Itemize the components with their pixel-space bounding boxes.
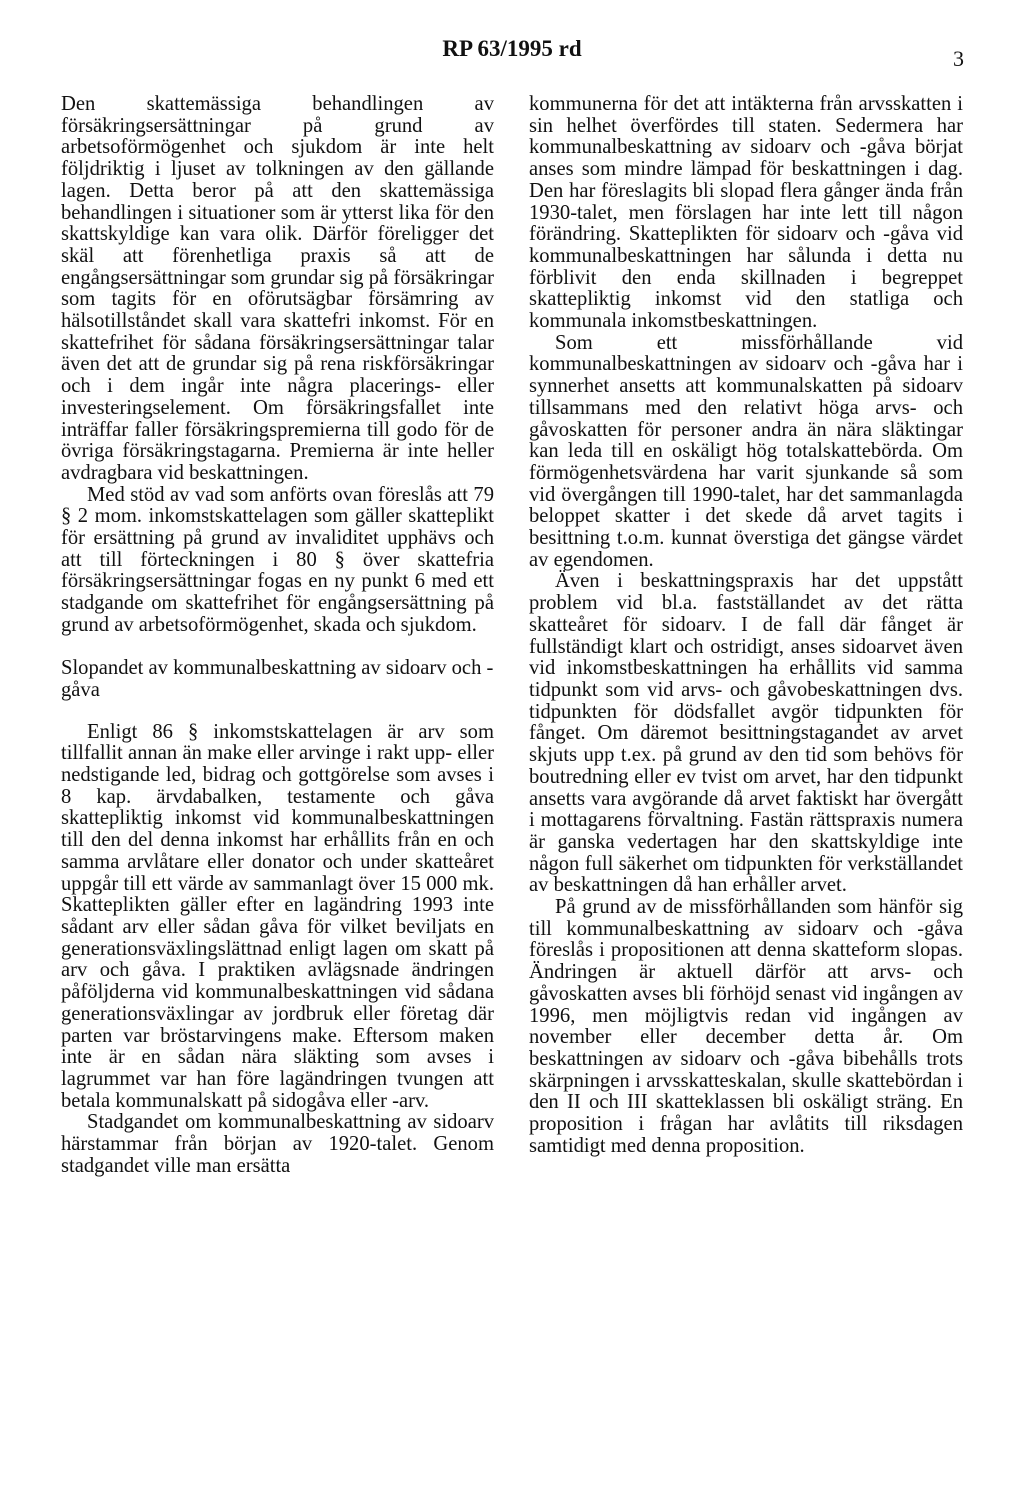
left-paragraph-3: Enligt 86 § inkomstskattelagen är arv som tillfallit annan än make eller arvinge i rakt upp- eller nedstigande led, bidrag och gottgörelse som avses i 8 kap. ärvdabalken, testamente och gåva skattepliktig inkomst vid kommunalbeskattningen till den del denna inkomst har erhållits från en och samma arvlåtare eller donator och under skatteåret uppgår till ett värde av sammanlagt över 15 000 mk. Skatteplikten gäller efter en lagändring 1993 inte sådant arv eller sådan gåva för vilket beviljats en generationsväxlingslättnad enligt lagen om skatt på arv och gåva. I praktiken avlägsnade ändringen påföljderna vid kommunalbeskattningen vid sådana generationsväxlingar av jordbruk eller företag där parten var bröstarvingens make. Eftersom maken inte är en sådan nära släkting som avses i lagrummet var han före lagändringen tvungen att betala kommunalskatt på sidogåva eller -arv. [61, 720, 494, 1112]
section-heading: Slopandet av kommunalbeskattning av sidoarv och -gåva [61, 657, 494, 701]
right-paragraph-1: kommunerna för det att intäkterna från arvsskatten i sin helhet överfördes till staten. Sedermera har kommunalbeskattning av sidoarv och -gåva börjat anses som mindre lämpad för beskattningen i dag. Den har föreslagits bli slopad flera gånger ända från 1930-talet, men förslagen har inte lett till någon förändring. Skatteplikten för sidoarv och -gåva vid kommunalbeskattningen har sålunda i detta nu förblivit den enda skillnaden i begreppet skattepliktig inkomst vid den statliga och kommunala inkomstbeskattningen. [529, 93, 963, 333]
running-header-title: RP 63/1995 rd [442, 36, 582, 61]
page-number: 3 [953, 46, 964, 71]
section-spacer [61, 637, 494, 659]
left-paragraph-2: Med stöd av vad som anförts ovan föreslås att 79 § 2 mom. inkomstskattelagen som gäller skatteplikt för ersättning på grund av invaliditet upphävs och att till förteckningen i 80 § över skattefria försäkringsersättningar fogas en ny punkt 6 med ett stadgande om skattefrihet för engångsersättning på grund av arbetsoförmögenhet, skada och sjukdom. [61, 483, 494, 636]
section-spacer [61, 702, 494, 722]
right-paragraph-3: Även i beskattningspraxis har det uppstått problem vid bl.a. fastställandet av det rätta skatteåret för sidoarv. I de fall där fånget är fullständigt klart och ostridigt, anses sidoarvet även vid inkomstbeskattningen ha erhållits vid samma tidpunkt som vid arvs- och gåvobeskattningen dvs. tidpunkten för dödsfallet avgör tidpunkten för fånget. Om däremot besittningstagandet av arvet skjuts upp t.ex. på grund av den tid som behövs för boutredning eller ev tvist om arvet, har den tidpunkt ansetts vara avgörande då arvet faktiskt har övergått i mottagarens förvaltning. Fastän rättspraxis numera är ganska vedertagen har den skattskyldige inte någon full säkerhet om tidpunkten för verkställandet av beskattningen då han erhåller arvet. [529, 570, 963, 897]
left-column [61, 94, 494, 1177]
right-column [529, 94, 963, 1157]
left-paragraph-4: Stadgandet om kommunalbeskattning av sidoarv härstammar från början av 1920-talet. Genom stadgandet ville man ersätta [61, 1111, 494, 1177]
right-paragraph-4: På grund av de missförhållanden som hänför sig till kommunalbeskattning av sidoarv och -gåva föreslås i propositionen att denna skatteform slopas. Ändringen är aktuell därför att arvs- och gåvoskatten avses bli förhöjd senast vid ingången av 1996, men möjligtvis redan vid ingången av november eller december detta år. Om beskattningen av sidoarv och -gåva bibehålls trots skärpningen i arvsskatteskalan, skulle skattebördan i den II och III skatteklassen bli oskäligt sträng. En proposition i frågan har avlåtits till riksdagen samtidigt med denna proposition. [529, 896, 963, 1157]
left-paragraph-1: Den skattemässiga behandlingen av försäkringsersättningar på grund av arbetsoförmögenhet och sjukdom är inte helt följdriktig i ljuset av tolkningen av den gällande lagen. Detta beror på att den skattemässiga behandlingen i situationer som är ytterst lika för den skattskyldige kan vara olik. Därför föreligger det skäl att förenhetliga praxis så att de engångsersättningar som grundar sig på försäkringar som tagits för en oförutsägbar försämring av hälsotillståndet skall vara skattefri inkomst. För en skattefrihet för sådana försäkringsersättningar talar även det att de grundar sig på rena riskförsäkringar och i dem ingår inte några placerings- eller investeringselement. Om försäkringsfallet inte inträffar faller försäkringspremierna till godo för de övriga försäkringstagarna. Premierna är inte heller avdragbara vid beskattningen. [61, 93, 494, 484]
right-paragraph-2: Som ett missförhållande vid kommunalbeskattningen av sidoarv och -gåva har i synnerhet ansetts att kommunalskatten på sidoarv tillsammans med den relativt höga arvs- och gåvoskatten för personer andra än nära släktingar kan leda till en oskäligt hög totalskattebörda. Om förmögenhetsvärdena har varit sjunkande så som vid övergången till 1990-talet, har det sammanlagda beloppet skatter i det skede då arvet tagits i besittning t.o.m. kunnat överstiga det gängse värdet av egendomen. [529, 331, 963, 571]
